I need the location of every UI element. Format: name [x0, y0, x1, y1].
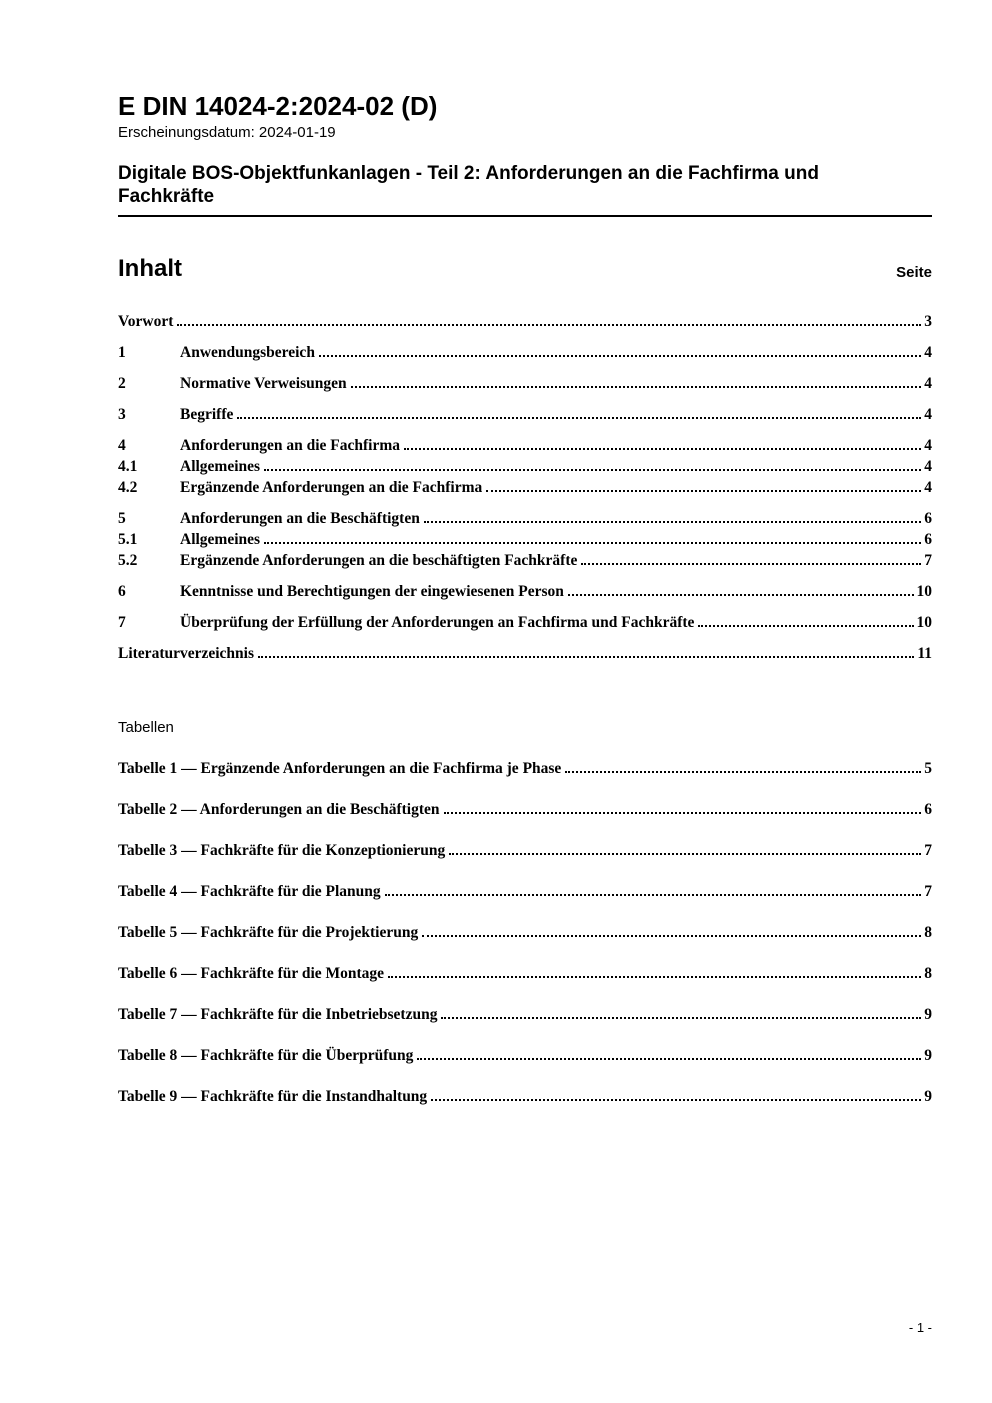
toc-entry-1[interactable]: [118, 342, 932, 363]
toc-entry-page: 4: [924, 458, 932, 475]
toc-entry-4[interactable]: [118, 435, 932, 456]
toc-entry-page: 6: [924, 531, 932, 548]
toc-entry-label: Anforderungen an die Beschäftigten: [180, 510, 420, 527]
toc-entry-label: Ergänzende Anforderungen an die Fachfirma: [180, 479, 483, 496]
toc-leader-dots: [486, 490, 921, 492]
table-entry-page: 7: [924, 883, 932, 900]
toc-leader-dots: [237, 417, 921, 419]
toc-entry-7[interactable]: [118, 612, 932, 633]
table-entry-3[interactable]: [118, 840, 932, 861]
toc-entry-literaturverzeichnis[interactable]: [118, 643, 932, 664]
contents-header: [118, 255, 932, 283]
toc-group: [118, 612, 932, 633]
toc-entry-page: 11: [917, 645, 932, 662]
table-entry-9[interactable]: [118, 1086, 932, 1107]
toc-entry-5[interactable]: [118, 508, 932, 529]
table-entry-5[interactable]: [118, 922, 932, 943]
table-entry-1[interactable]: [118, 758, 932, 779]
document-title-block: [118, 162, 932, 217]
table-entry-label: Tabelle 8 — Fachkräfte für die Überprüfung: [118, 1047, 414, 1064]
toc-leader-dots: [404, 448, 921, 450]
toc-entry-page: 10: [916, 583, 932, 600]
toc-entry-label: Literaturverzeichnis: [118, 645, 255, 662]
toc-group: [118, 581, 932, 602]
toc-entry-label: Allgemeines: [180, 458, 261, 475]
toc-entry-number: 5.2: [118, 552, 138, 569]
toc-leader-dots: [565, 771, 921, 773]
toc-entry-4-1[interactable]: [118, 456, 932, 477]
table-entry-label: Tabelle 3 — Fachkräfte für die Konzeptionierung: [118, 842, 446, 859]
toc-group: [118, 311, 932, 332]
toc-leader-dots: [431, 1099, 921, 1101]
toc-leader-dots: [351, 386, 922, 388]
toc-group: [118, 404, 932, 425]
toc-entry-number: 5: [118, 510, 126, 527]
toc-leader-dots: [581, 563, 921, 565]
table-entry-7[interactable]: [118, 1004, 932, 1025]
table-entry-page: 7: [924, 842, 932, 859]
toc-entry-page: 4: [924, 406, 932, 423]
toc-leader-dots: [319, 355, 921, 357]
table-entry-page: 6: [924, 801, 932, 818]
toc-entry-label: Kenntnisse und Berechtigungen der eingewiesenen Person: [180, 583, 564, 600]
table-entry-page: 5: [924, 760, 932, 777]
table-entry-2[interactable]: [118, 799, 932, 820]
table-entry-6[interactable]: [118, 963, 932, 984]
toc-leader-dots: [449, 853, 921, 855]
toc-entry-page: 4: [924, 344, 932, 361]
toc-entry-number: 4.1: [118, 458, 138, 475]
toc-entry-5-1[interactable]: [118, 529, 932, 550]
toc-entry-page: 4: [924, 437, 932, 454]
toc-leader-dots: [422, 935, 921, 937]
document-number: E DIN 14024-2:2024-02 (D): [118, 91, 438, 121]
toc-leader-dots: [264, 542, 921, 544]
toc-leader-dots: [424, 521, 921, 523]
release-date: Erscheinungsdatum: 2024-01-19: [118, 124, 336, 141]
page-number: - 1 -: [908, 1320, 932, 1335]
toc-entry-number: 5.1: [118, 531, 138, 548]
document-title: Digitale BOS-Objektfunkanlagen - Teil 2: Anforderungen an die Fachfirma und Fachkräfte: [118, 163, 819, 207]
table-entry-label: Tabelle 4 — Fachkräfte für die Planung: [118, 883, 381, 900]
toc-entry-4-2[interactable]: [118, 477, 932, 498]
toc-entry-number: 1: [118, 344, 126, 361]
table-entry-page: 9: [924, 1006, 932, 1023]
toc-entry-label: Vorwort: [118, 313, 174, 330]
toc-entry-page: 4: [924, 479, 932, 496]
toc-entry-6[interactable]: [118, 581, 932, 602]
toc-leader-dots: [388, 976, 921, 978]
table-of-contents: [118, 311, 932, 664]
table-entry-page: 9: [924, 1047, 932, 1064]
toc-entry-label: Ergänzende Anforderungen an die beschäftigten Fachkräfte: [180, 552, 578, 569]
toc-leader-dots: [385, 894, 922, 896]
toc-entry-vorwort[interactable]: [118, 311, 932, 332]
toc-entry-page: 6: [924, 510, 932, 527]
toc-entry-number: 2: [118, 375, 126, 392]
toc-entry-label: Überprüfung der Erfüllung der Anforderungen an Fachfirma und Fachkräfte: [180, 614, 695, 631]
toc-leader-dots: [177, 324, 921, 326]
tables-section-heading: Tabellen: [118, 719, 174, 736]
toc-entry-number: 4.2: [118, 479, 138, 496]
toc-leader-dots: [417, 1058, 921, 1060]
toc-entry-page: 4: [924, 375, 932, 392]
table-entry-4[interactable]: [118, 881, 932, 902]
toc-leader-dots: [698, 625, 913, 627]
toc-entry-label: Normative Verweisungen: [180, 375, 347, 392]
table-entry-page: 9: [924, 1088, 932, 1105]
contents-heading: Inhalt: [118, 255, 182, 282]
table-entry-label: Tabelle 7 — Fachkräfte für die Inbetriebsetzung: [118, 1006, 438, 1023]
toc-entry-label: Anforderungen an die Fachfirma: [180, 437, 401, 454]
table-entry-page: 8: [924, 965, 932, 982]
toc-leader-dots: [264, 469, 921, 471]
toc-entry-2[interactable]: [118, 373, 932, 394]
document-header: [118, 92, 932, 217]
page-column-label: Seite: [896, 264, 932, 281]
toc-entry-number: 4: [118, 437, 126, 454]
toc-group: [118, 435, 932, 498]
toc-leader-dots: [568, 594, 914, 596]
toc-entry-page: 10: [916, 614, 932, 631]
toc-group: [118, 643, 932, 664]
table-entry-label: Tabelle 5 — Fachkräfte für die Projektierung: [118, 924, 419, 941]
toc-entry-3[interactable]: [118, 404, 932, 425]
toc-entry-page: 7: [924, 552, 932, 569]
toc-entry-label: Anwendungsbereich: [180, 344, 315, 361]
toc-group: [118, 373, 932, 394]
toc-entry-number: 6: [118, 583, 126, 600]
toc-entry-label: Allgemeines: [180, 531, 261, 548]
table-entry-8[interactable]: [118, 1045, 932, 1066]
toc-entry-number: 3: [118, 406, 126, 423]
toc-entry-5-2[interactable]: [118, 550, 932, 571]
table-entry-label: Tabelle 2 — Anforderungen an die Beschäftigten: [118, 801, 440, 818]
table-entry-label: Tabelle 9 — Fachkräfte für die Instandhaltung: [118, 1088, 428, 1105]
toc-group: [118, 342, 932, 363]
toc-entry-number: 7: [118, 614, 126, 631]
toc-entry-page: 3: [924, 313, 932, 330]
toc-leader-dots: [444, 812, 922, 814]
toc-leader-dots: [258, 656, 914, 658]
table-entry-page: 8: [924, 924, 932, 941]
table-entry-label: Tabelle 6 — Fachkräfte für die Montage: [118, 965, 385, 982]
toc-entry-label: Begriffe: [180, 406, 234, 423]
tables-list: [118, 758, 932, 1107]
toc-leader-dots: [441, 1017, 921, 1019]
table-entry-label: Tabelle 1 — Ergänzende Anforderungen an die Fachfirma je Phase: [118, 760, 562, 777]
toc-group: [118, 508, 932, 571]
